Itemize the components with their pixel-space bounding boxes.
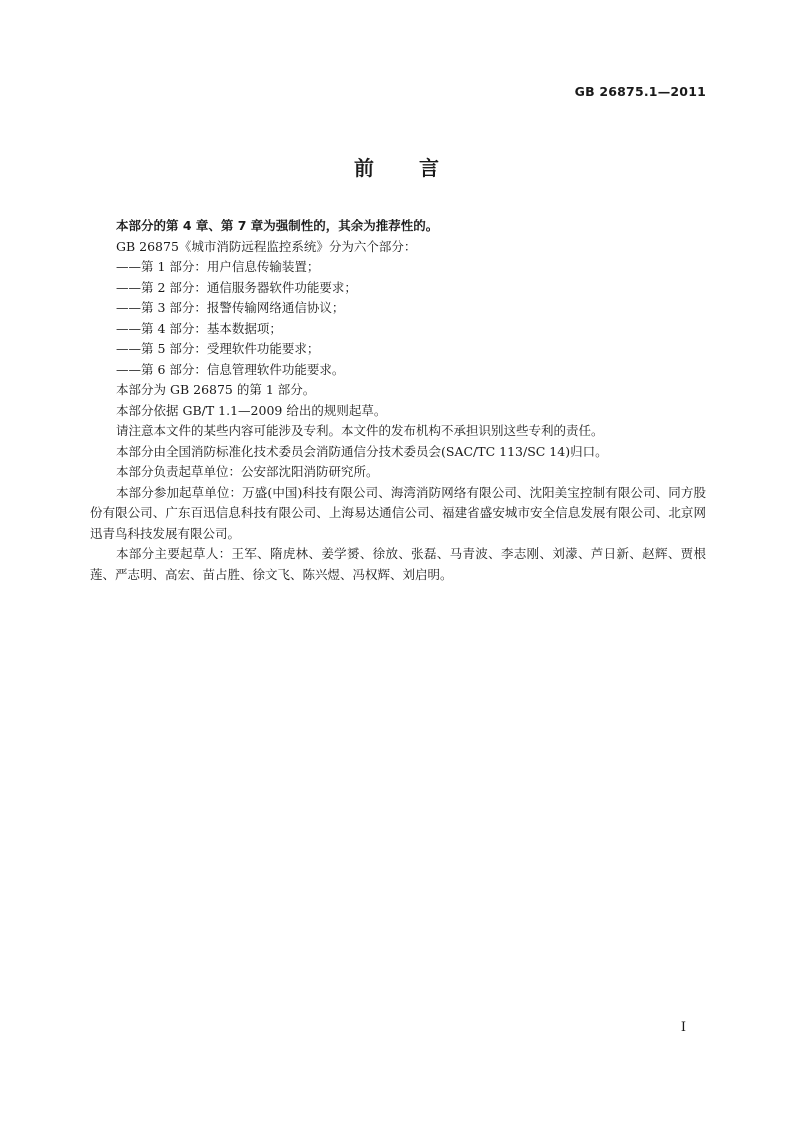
- foreword-body: [90, 216, 706, 585]
- part-list-item: ——第 4 部分：基本数据项；: [116, 320, 282, 336]
- part-list-item: ——第 3 部分：报警传输网络通信协议；: [116, 300, 345, 315]
- standard-code: GB 26875.1—2011: [574, 84, 706, 99]
- mandatory-clause-statement: 本部分的第 4 章、第 7 章为强制性的，其余为推荐性的。: [116, 218, 439, 233]
- page-title: [0, 152, 794, 181]
- part-list-item: ——第 5 部分：受理软件功能要求；: [116, 341, 320, 356]
- part-statement: 本部分为 GB 26875 的第 1 部分。: [116, 382, 316, 397]
- main-drafters: 本部分主要起草人：王军、隋虎林、姜学赟、徐放、张磊、马青波、李志刚、刘濛、芦日新、赵辉、贾根莲、严志明、高宏、苗占胜、徐文飞、陈兴煜、冯权辉、刘启明。: [90, 546, 706, 582]
- part-list-item: ——第 2 部分：通信服务器软件功能要求；: [116, 279, 357, 295]
- part-list-item: ——第 6 部分：信息管理软件功能要求。: [116, 361, 345, 377]
- responsible-committee: 本部分由全国消防标准化技术委员会消防通信分技术委员会(SAC/TC 113/SC 14)归口。: [116, 443, 608, 459]
- patent-notice: 请注意本文件的某些内容可能涉及专利。本文件的发布机构不承担识别这些专利的责任。: [116, 423, 604, 438]
- title-char-right: 言: [419, 156, 440, 180]
- page-number: I: [680, 1020, 686, 1035]
- lead-drafting-unit: 本部分负责起草单位：公安部沈阳消防研究所。: [116, 464, 379, 479]
- part-list-item: ——第 1 部分：用户信息传输装置；: [116, 259, 320, 274]
- drafting-rules: 本部分依据 GB/T 1.1—2009 给出的规则起草。: [116, 402, 387, 418]
- series-intro: GB 26875《城市消防远程监控系统》分为六个部分：: [116, 238, 417, 254]
- title-char-left: 前: [354, 156, 375, 180]
- participating-units: 本部分参加起草单位：万盛(中国)科技有限公司、海湾消防网络有限公司、沈阳美宝控制有限公司、同方股份有限公司、广东百迅信息科技有限公司、上海易达通信公司、福建省盛安城市安全信息发展有限公司、北京网迅青鸟科技发展有限公司。: [90, 484, 706, 541]
